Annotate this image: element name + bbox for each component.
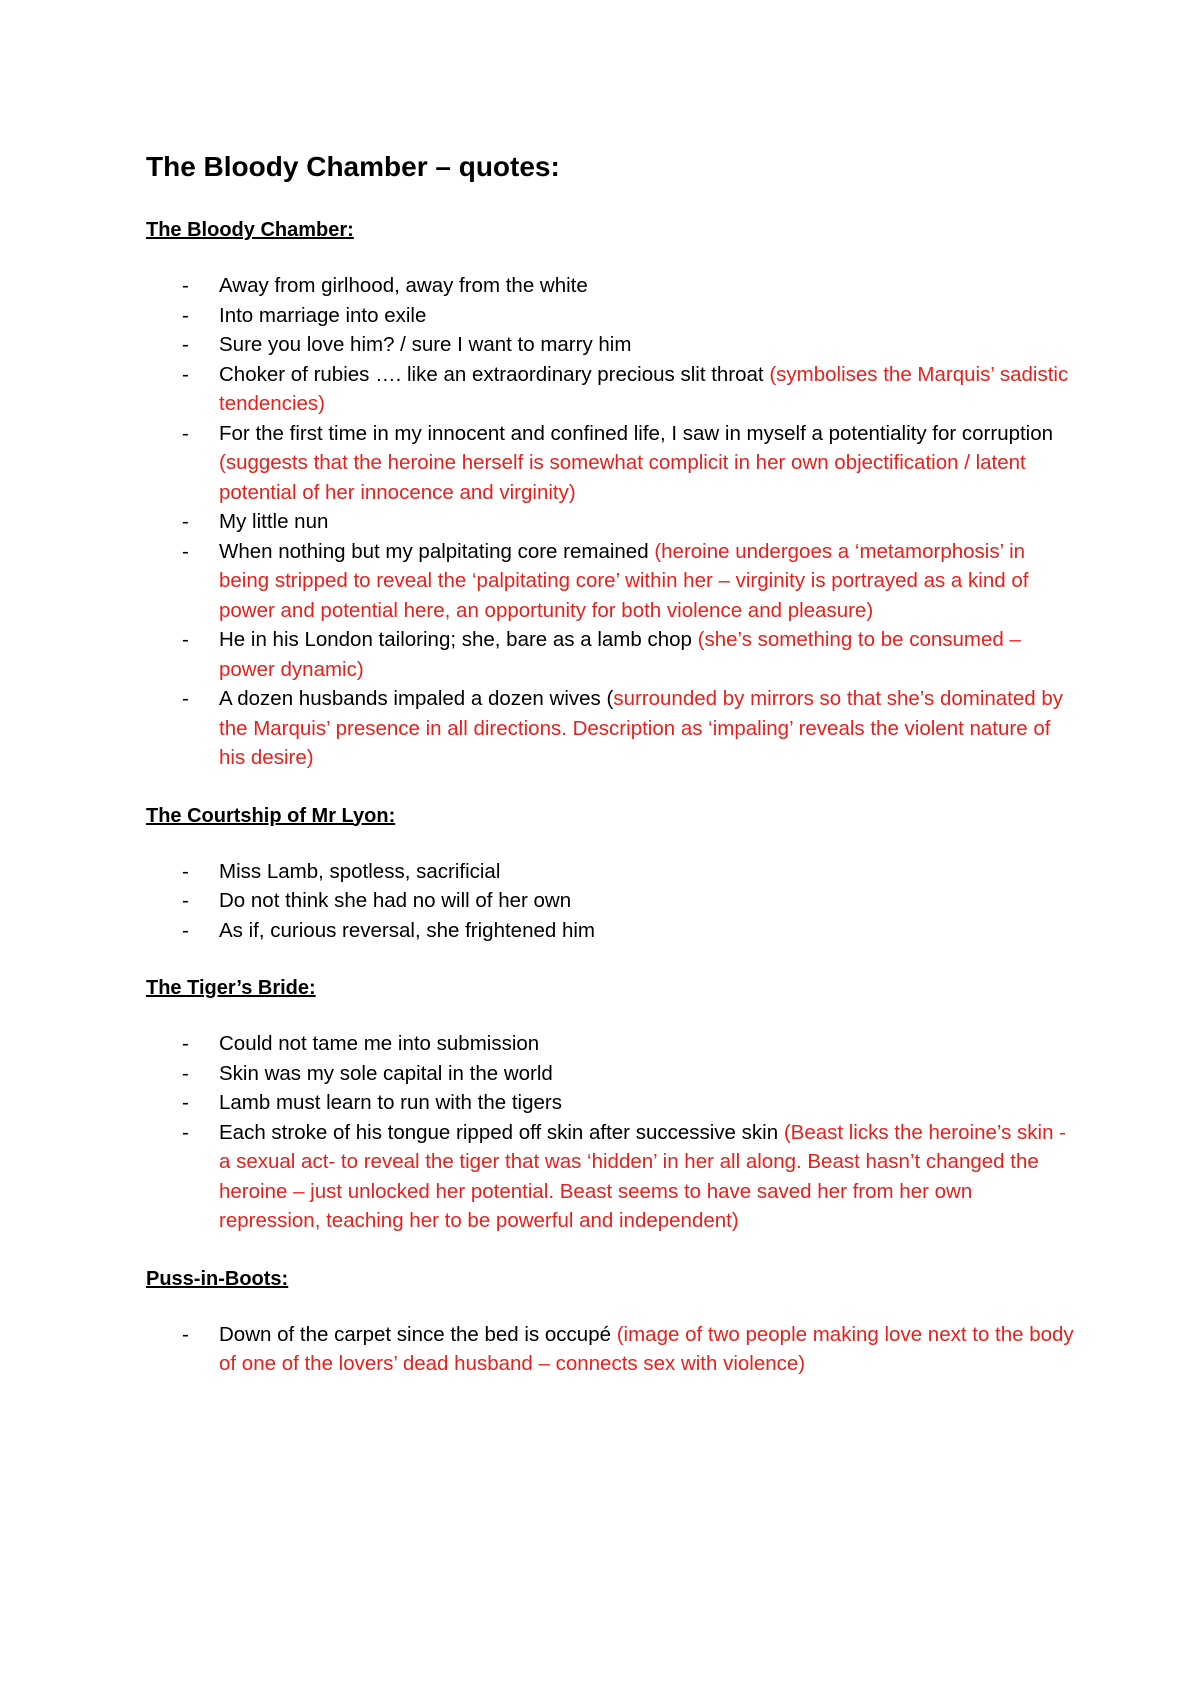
list-item: - Into marriage into exile xyxy=(182,303,427,327)
quote-text: Each stroke of his tongue ripped off skin after successive skin xyxy=(219,1120,784,1144)
list-item: - Could not tame me into submission xyxy=(182,1032,540,1055)
quote-text: Down of the carpet since the bed is occupé xyxy=(219,1322,617,1346)
quote-text: A dozen husbands impaled a dozen wives ( xyxy=(219,687,614,710)
list-item: - Down of the carpet since the bed is occupé (image of two people making love next to the body of one of the lovers’ dead husband – connects sex with violence) xyxy=(182,1322,1074,1375)
quote-text: Miss Lamb, spotless, sacrificial xyxy=(219,859,501,883)
section-heading-puss-in-boots: Puss-in-Boots: xyxy=(146,1267,289,1290)
list-item: - My little nun xyxy=(182,510,329,533)
section-heading-tigers-bride: The Tiger’s Bride: xyxy=(146,977,316,999)
quote-text: Do not think she had no will of her own xyxy=(219,889,572,912)
list-item: - He in his London tailoring; she, bare as a lamb chop (she’s something to be consumed – power dynamic) xyxy=(182,628,1021,681)
quote-text: Lamb must learn to run with the tigers xyxy=(219,1091,562,1114)
section-heading-courtship-mr-lyon: The Courtship of Mr Lyon: xyxy=(146,804,396,827)
quote-list-courtship-mr-lyon xyxy=(146,857,1076,946)
annotation-text: (Beast licks the heroine’s skin -a sexual act- to reveal the tiger that was ‘hidden’ in her all along. Beast hasn’t changed the heroine – just unlocked her potential. Beast seems to have saved her from her own repression, teaching her to be powerful and independent) xyxy=(219,1120,1066,1232)
list-item: - For the first time in my innocent and confined life, I saw in myself a potentiality for corruption (suggests that the heroine herself is somewhat complicit in her own objectification / latent potential of her innocence and virginity) xyxy=(182,421,1054,504)
annotation-text: (heroine undergoes a ‘metamorphosis’ in being stripped to reveal the ‘palpitating core’ within her – virginity is portrayed as a kind of power and potential here, an opportunity for both violence and pleasure) xyxy=(219,539,1029,622)
annotation-text: (symbolises the Marquis’ sadistic tendencies) xyxy=(219,362,1069,415)
annotation-text: surrounded by mirrors so that she’s dominated by the Marquis’ presence in all directions. Description as ‘impaling’ reveals the violent nature of his desire) xyxy=(219,687,1064,769)
quote-text: Could not tame me into submission xyxy=(219,1032,540,1055)
list-item: - Do not think she had no will of her own xyxy=(182,889,572,912)
document-page xyxy=(146,150,1076,1409)
quote-text: My little nun xyxy=(219,510,329,533)
quote-list-tigers-bride xyxy=(146,1029,1076,1236)
quote-text: As if, curious reversal, she frightened him xyxy=(219,918,595,942)
quote-list-puss-in-boots xyxy=(146,1320,1076,1379)
quote-text: For the first time in my innocent and confined life, I saw in myself a potentiality for corruption xyxy=(219,421,1054,445)
quote-list-bloody-chamber xyxy=(146,271,1076,773)
document-title: The Bloody Chamber – quotes: xyxy=(146,151,560,182)
quote-text: Into marriage into exile xyxy=(219,303,427,327)
list-item: - A dozen husbands impaled a dozen wives (surrounded by mirrors so that she’s dominated by the Marquis’ presence in all directions. Description as ‘impaling’ reveals the violent nature of his desire) xyxy=(182,687,1064,769)
annotation-text: (she’s something to be consumed – power dynamic) xyxy=(219,628,1021,681)
list-item: - When nothing but my palpitating core remained (heroine undergoes a ‘metamorphosis’ in being stripped to reveal the ‘palpitating core’ within her – virginity is portrayed as a kind of power and potential here, an opportunity for both violence and pleasure) xyxy=(182,539,1029,622)
list-item: - Miss Lamb, spotless, sacrificial xyxy=(182,859,501,883)
annotation-text: (image of two people making love next to the body of one of the lovers’ dead husband – connects sex with violence) xyxy=(219,1322,1074,1375)
quote-text: Skin was my sole capital in the world xyxy=(219,1061,553,1085)
quote-text: Choker of rubies …. like an extraordinary precious slit throat xyxy=(219,362,770,386)
list-item: - Choker of rubies …. like an extraordinary precious slit throat (symbolises the Marquis’ sadistic tendencies) xyxy=(182,362,1069,415)
list-item: - Skin was my sole capital in the world xyxy=(182,1061,553,1085)
list-item: - Lamb must learn to run with the tigers xyxy=(182,1091,562,1114)
list-item: - Away from girlhood, away from the white xyxy=(182,274,588,297)
section-heading-bloody-chamber: The Bloody Chamber: xyxy=(146,219,354,241)
quote-text: Sure you love him? / sure I want to marry him xyxy=(219,333,632,356)
list-item: - As if, curious reversal, she frightened him xyxy=(182,918,595,942)
quote-text: When nothing but my palpitating core remained xyxy=(219,539,655,563)
annotation-text: (suggests that the heroine herself is somewhat complicit in her own objectification / latent potential of her innocence and virginity) xyxy=(219,451,1026,504)
quote-text: Away from girlhood, away from the white xyxy=(219,274,588,297)
quote-text: He in his London tailoring; she, bare as a lamb chop xyxy=(219,628,698,651)
list-item: - Sure you love him? / sure I want to marry him xyxy=(182,333,632,356)
list-item: - Each stroke of his tongue ripped off skin after successive skin (Beast licks the heroine’s skin -a sexual act- to reveal the tiger that was ‘hidden’ in her all along. Beast hasn’t changed the heroine – just unlocked her potential. Beast seems to have saved her from her own repression, teaching her to be powerful and independent) xyxy=(182,1120,1066,1232)
